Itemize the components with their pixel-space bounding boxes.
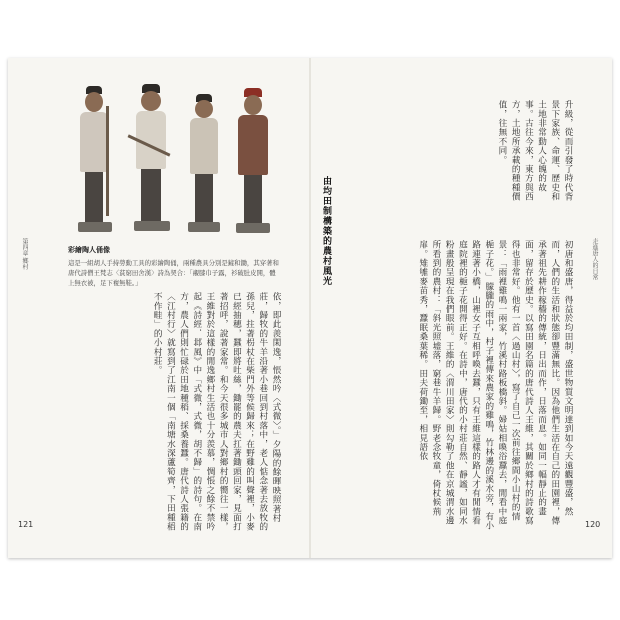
figure-caption-text: 這是一組胡人手持勞動工具的彩繪陶俑，兩種農具分別是鏟和鋤，其穿著和唐代詩僧王梵志〈貧窮田舍漢〉詩為契合：「襯膝巾子露，衫破肚皮開，體上無衣被，足下複無鞋。」 (68, 259, 279, 287)
right-page-number: 120 (585, 520, 601, 529)
pottery-figures-image (68, 84, 278, 234)
left-running-header: 第四章 鄉村 (21, 238, 28, 270)
figurine-2 (126, 84, 176, 234)
left-page-body-text: 依，即此羨閑逸，悵然吟〈式微〉。」夕陽的餘暉映照著村莊，歸牧的牛羊沿著小巷回到村落中，老人惦念著去放牧的孫兒，拄著枴杖在柴門外等候歸來；在野雞的叫聲裡，小麥已經抽穗，蠶即將吐絲，鋤罷的農夫扛著鋤頭回家，見面打著招呼，說著家常。和今天很多城市人對鄉村的嚮往一樣，王維對於這樣的閒逸鄉村生活也十分羨慕，惆悵之餘不禁吟起《詩經．邶風》中「式微，式微，胡不歸」的詩句。在南方，農人們則忙碌於田地種稻、採桑養蠶。唐代詩人張籍的〈江村行〉就寫到了江南一個「南塘水深蘆筍齊，下田種稻不作畦」的小村莊。 (152, 292, 281, 532)
figurine-4 (230, 88, 276, 234)
left-page-number: 121 (18, 520, 34, 529)
right-page-body-text: 初唐和盛唐，得益於均田制，盛世物質文明達到如今天遠觀豐盛，然而，人們的生活和狀態卻豐滿無比。因為他們生活在自己的田園裡，傳承著祖先耕作稼穡的傳統，日出而作，日落而息。如同一幅靜止的畫面，留存於歷史。以寫田園名篇的唐代詩人王維，其關於鄉村的詩歌寫得也非常好。他有一首〈過山村〉，寫了自己一次前往鄉間小山村的情景：「雨裡雞鳴一兩家，竹溪村路板橋斜。婦姑相喚浴蠶去，閒看中庭梔子花。」朦朧的雨中，村子裡傳來農家的雞鳴，竹林邊的溪水旁，有小路連著小橋，山裡女子互相呼喚去蠶，只有王維這樣的路人才有閒情看庭院裡的梔子花開得正好。在詩中，唐代的小村莊自然、靜謐，如同水粉畫般呈現在我們眼前。王維的〈渭川田家〉則勾勒了他在京城渭水邊所看到的農村：「斜光照墟落，窮巷牛羊歸。野老念牧童，倚杖候荊扉。雉雊麥苗秀，蠶眠桑葉稀。田夫荷鋤至，相見語依 (417, 240, 573, 531)
right-running-header: 走進唐人的日常 (591, 238, 598, 280)
book-gutter (309, 58, 311, 558)
figurine-3 (184, 94, 224, 234)
figurine-1 (72, 86, 116, 234)
section-heading: 由均田制構築的農村風光 (321, 176, 331, 286)
right-page-intro-text: 升級，從而引發了時代背景下家族、命運、歷史和土地非常動人心魄的故事。古往今來，東方與西方，土地所承載的種種價值，往無不同。 (496, 100, 573, 202)
figure-caption-title: 彩繪陶人俑像 (68, 246, 110, 254)
